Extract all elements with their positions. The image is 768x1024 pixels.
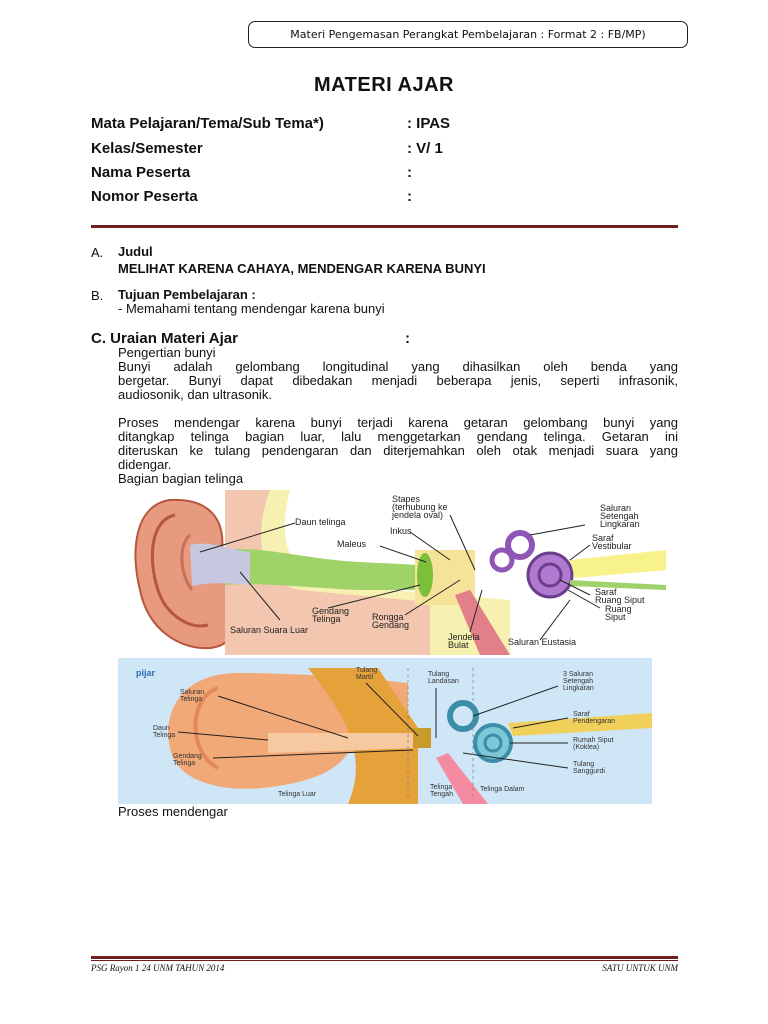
section-c-heading: C. Uraian Materi Ajar: [91, 330, 238, 347]
label-rumah-siput2: (Koklea): [573, 744, 600, 751]
section-c-colon: :: [405, 330, 410, 347]
footer-rule-thin: [91, 960, 678, 961]
section-a-letter: A.: [91, 245, 104, 260]
footer-right: SATU UNTUK UNM: [602, 963, 678, 973]
label-telinga-tengah2: Tengah: [430, 791, 453, 798]
section-c-subheading: Pengertian bunyi: [118, 345, 216, 360]
meta-value: : V/ 1: [407, 140, 443, 157]
label-gendang2: Telinga: [312, 614, 341, 624]
brand-pijar: pijar: [136, 668, 156, 678]
header-format-label: Materi Pengemasan Perangkat Pembelajaran : Format 2 : FB/MP): [248, 21, 688, 48]
meta-label: Mata Pelajaran/Tema/Sub Tema*): [91, 115, 324, 132]
label-saluran-lingkaran2: Setengah: [563, 678, 593, 685]
label-saraf-ruang2: Ruang Siput: [595, 595, 645, 605]
ear-diagram-2: [118, 658, 652, 804]
section-b-heading: Tujuan Pembelajaran :: [118, 287, 256, 302]
label-saluran-lingkaran: 3 Saluran: [563, 671, 593, 678]
label-saluran-setengah: Saluran: [600, 503, 632, 513]
meta-label: Kelas/Semester: [91, 140, 203, 157]
label-saraf-pendengaran2: Pendengaran: [573, 718, 616, 725]
label-saluran-luar: Saluran Suara Luar: [230, 625, 309, 635]
label-tulang-landasan: Tulang: [428, 671, 450, 678]
section-b-text: - Memahami tentang mendengar karena bunyi: [118, 301, 385, 316]
label-tulang-sanggurdi: Tulang: [573, 761, 595, 768]
label-jendela: Jendela: [448, 632, 480, 642]
label-daun-telinga-2: Daun: [153, 725, 170, 732]
meta-value: :: [407, 164, 412, 181]
label-stapes-note: (terhubung ke: [392, 502, 448, 512]
label-gendang-telinga-2b: Telinga: [173, 760, 196, 767]
label-saraf-pendengaran: Saraf: [573, 711, 590, 718]
label-stapes-note2: jendela oval): [392, 510, 444, 520]
meta-label: Nama Peserta: [91, 164, 191, 181]
paragraph-2-line-1: Proses mendengar karena bunyi terjadi karena getaran gelombang bunyi yang: [118, 415, 678, 430]
meta-value: : IPAS: [407, 115, 451, 132]
label-inkus: Inkus: [390, 526, 412, 536]
label-maleus: Maleus: [337, 539, 367, 549]
label-rongga2: Gendang: [372, 620, 410, 630]
section-a-title: MELIHAT KARENA CAHAYA, MENDENGAR KARENA BUNYI: [118, 261, 486, 276]
ear-diagram-1: [130, 490, 666, 655]
label-saraf-vestibular: Saraf: [592, 533, 614, 543]
footer-rule: [91, 956, 678, 959]
paragraph-2-line-2: ditangkap telinga bagian luar, lalu menggetarkan gendang telinga. Getaran ini: [118, 429, 678, 444]
section-b-letter: B.: [91, 288, 104, 303]
label-ruang-siput: Ruang: [605, 604, 632, 614]
label-stapes: Stapes: [392, 494, 421, 504]
label-gendang: Gendang: [312, 606, 350, 616]
paragraph-1-line-1: Bunyi adalah gelombang longitudinal yang dihasilkan oleh benda yang: [118, 359, 678, 374]
label-daun-telinga-2b: Telinga: [153, 732, 176, 739]
label-saluran-setengah3: Lingkaran: [600, 519, 640, 529]
paragraph-2-line-4: didengar.: [118, 457, 172, 472]
label-rongga: Rongga: [372, 612, 404, 622]
label-saraf-ruang: Saraf: [595, 587, 617, 597]
label-saluran-telinga2: Telinga: [180, 696, 203, 703]
after-figures-text: Proses mendengar: [118, 804, 228, 819]
label-telinga-dalam: Telinga Dalam: [480, 786, 525, 793]
paragraph-2-line-3: diteruskan ke tulang pendengaran dan diterjemahkan oleh otak menjadi suara yang: [118, 443, 678, 458]
section-a-heading: Judul: [118, 244, 153, 259]
divider-rule: [91, 225, 678, 228]
label-saluran-telinga: Saluran: [180, 689, 205, 696]
label-tulang-martil: Tulang: [356, 667, 378, 674]
label-saluran-lingkaran3: Lingkaran: [563, 685, 594, 692]
meta-label: Nomor Peserta: [91, 188, 198, 205]
figure-caption: Bagian bagian telinga: [118, 471, 244, 486]
label-saluran-setengah2: Setengah: [600, 511, 639, 521]
label-ruang-siput2: Siput: [605, 612, 626, 622]
label-jendela2: Bulat: [448, 640, 469, 650]
label-rumah-siput: Rumah Siput: [573, 737, 614, 744]
label-tulang-martil2: Martil: [356, 674, 374, 681]
label-telinga-tengah: Telinga: [430, 784, 453, 791]
footer-left: PSG Rayon 1 24 UNM TAHUN 2014: [91, 963, 225, 973]
label-saraf-vestibular2: Vestibular: [592, 541, 632, 551]
paragraph-1-line-3: audiosonik, dan ultrasonik.: [118, 387, 272, 402]
page-title: MATERI AJAR: [314, 74, 454, 96]
label-telinga-luar: Telinga Luar: [278, 791, 317, 798]
label-eustasia: Saluran Eustasia: [508, 637, 577, 647]
label-daun-telinga: Daun telinga: [295, 517, 346, 527]
meta-value: :: [407, 188, 412, 205]
label-tulang-sanggurdi2: Sanggurdi: [573, 768, 605, 775]
paragraph-1-line-2: bergetar. Bunyi dapat dibedakan menjadi beberapa jenis, seperti infrasonik,: [118, 373, 678, 388]
label-tulang-landasan2: Landasan: [428, 678, 459, 685]
label-gendang-telinga-2: Gendang: [173, 753, 202, 760]
